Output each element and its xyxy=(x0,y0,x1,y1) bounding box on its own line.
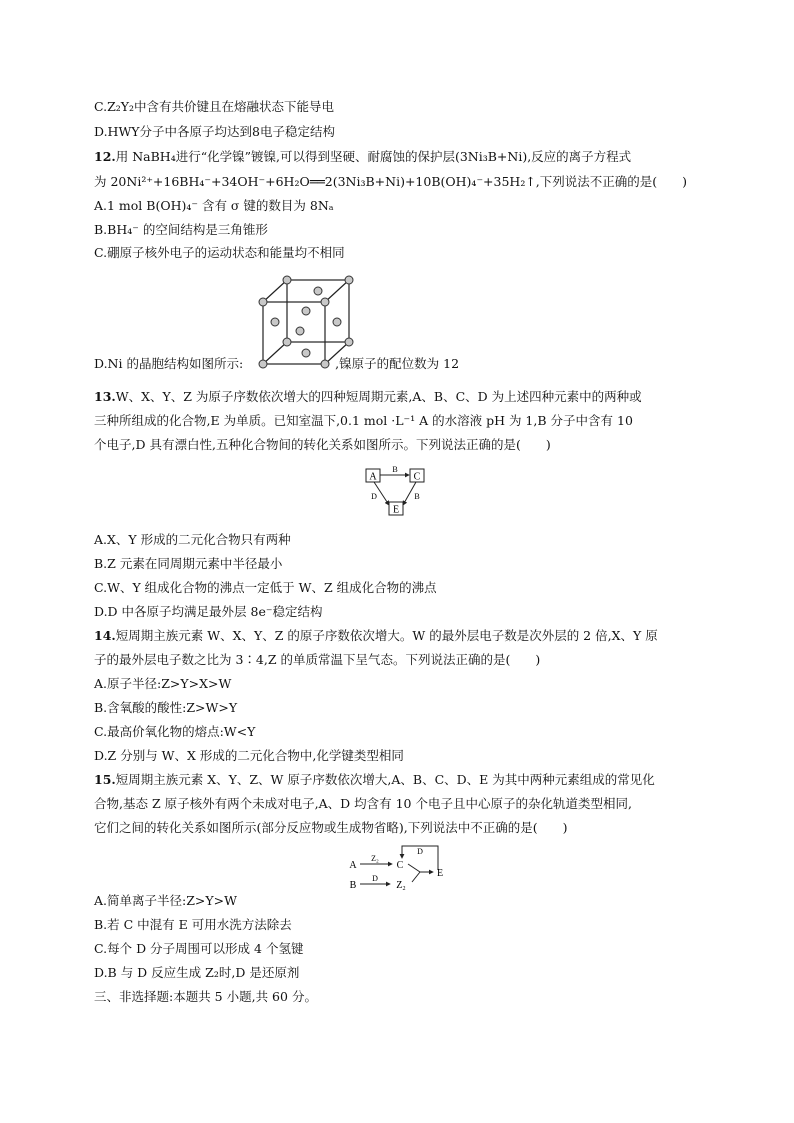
q12-stem-text-1: 用 NaBH₄进行“化学镍”镀镍,可以得到坚硬、耐腐蚀的保护层(3Ni₃B+Ni),反应的离子方程式 xyxy=(115,149,632,164)
q14-stem-line-2: 子的最外层电子数之比为 3∶4,Z 的单质常温下呈气态。下列说法正确的是( ) xyxy=(94,652,541,667)
q12-option-c: C.硼原子核外电子的运动状态和能量均不相同 xyxy=(94,245,345,260)
q15-stem-text-1: 短周期主族元素 X、Y、Z、W 原子序数依次增大,A、B、C、D、E 为其中两种元素组成的常见化 xyxy=(115,772,655,787)
q14-option-b: B.含氧酸的酸性:Z>W>Y xyxy=(94,700,238,715)
q12-option-b: B.BH₄⁻ 的空间结构是三角锥形 xyxy=(94,222,268,237)
q14-option-a: A.原子半径:Z>Y>X>W xyxy=(94,676,232,691)
q13-stem-line-3: 个电子,D 具有漂白性,五种化合物间的转化关系如图所示。下列说法正确的是( ) xyxy=(94,437,551,452)
q15-conversion-diagram xyxy=(340,842,450,892)
q13-number: 13. xyxy=(94,389,116,404)
q13-label-ce: B xyxy=(414,492,420,501)
q13-stem-text-1: W、X、Y、Z 为原子序数依次增大的四种短周期元素,A、B、C、D 为上述四种元素中的两种或 xyxy=(115,389,642,404)
q15-label-d-top: D xyxy=(417,847,423,856)
q15-number: 15. xyxy=(94,772,116,787)
q13-label-ac: B xyxy=(392,465,398,474)
q13-option-c: C.W、Y 组成化合物的沸点一定低于 W、Z 组成化合物的沸点 xyxy=(94,580,437,595)
q13-stem-line-2: 三种所组成的化合物,E 为单质。已知室温下,0.1 mol ·L⁻¹ A 的水溶液 pH 为 1,B 分子中含有 10 xyxy=(94,413,633,428)
q13-label-ae: D xyxy=(371,492,377,501)
q13-option-d: D.D 中各原子均满足最外层 8e⁻稳定结构 xyxy=(94,604,323,619)
q15-option-b: B.若 C 中混有 E 可用水洗方法除去 xyxy=(94,917,292,932)
q13-conversion-diagram xyxy=(362,464,436,520)
q15-option-d: D.B 与 D 反应生成 Z₂时,D 是还原剂 xyxy=(94,965,300,980)
q12-stem-line-2: 为 20Ni²⁺+16BH₄⁻+34OH⁻+6H₂O══2(3Ni₃B+Ni)+10B(OH)₄⁻+35H₂↑,下列说法不正确的是( ) xyxy=(94,174,688,189)
q15-node-b: B xyxy=(349,880,357,891)
q14-option-c: C.最高价氧化物的熔点:W<Y xyxy=(94,724,256,739)
q14-stem-text-1: 短周期主族元素 W、X、Y、Z 的原子序数依次增大。W 的最外层电子数是次外层的 2 倍,X、Y 原 xyxy=(115,628,658,643)
q13-node-e: E xyxy=(392,504,400,516)
q11-option-c: C.Z₂Y₂中含有共价键且在熔融状态下能导电 xyxy=(94,99,335,114)
q12-option-a: A.1 mol B(OH)₄⁻ 含有 σ 键的数目为 8Nₐ xyxy=(94,198,334,213)
q12-option-d xyxy=(94,356,459,372)
q15-node-z2: Z₂ xyxy=(396,880,406,891)
q12-option-d-post: ,镍原子的配位数为 12 xyxy=(335,356,460,371)
q15-label-d-bottom: D xyxy=(372,874,378,883)
q13-option-b: B.Z 元素在同周期元素中半径最小 xyxy=(94,556,283,571)
q15-option-a: A.简单离子半径:Z>Y>W xyxy=(94,893,237,908)
q12-number: 12. xyxy=(94,149,116,164)
q14-stem-line-1 xyxy=(94,628,658,644)
q12-stem-line-1 xyxy=(94,149,631,165)
q15-stem-line-1 xyxy=(94,772,655,788)
q15-label-z2: Z₂ xyxy=(371,854,379,863)
q13-stem-line-1 xyxy=(94,389,642,405)
q15-node-e: E xyxy=(436,868,444,879)
q15-stem-line-2: 合物,基态 Z 原子核外有两个未成对电子,A、D 均含有 10 个电子且中心原子的杂化轨道类型相同, xyxy=(94,796,632,811)
q13-option-a: A.X、Y 形成的二元化合物只有两种 xyxy=(94,532,291,547)
q13-node-c: C xyxy=(413,471,421,483)
q15-node-c: C xyxy=(396,860,404,871)
q15-option-c: C.每个 D 分子周围可以形成 4 个氢键 xyxy=(94,941,304,956)
q14-number: 14. xyxy=(94,628,116,643)
q12-option-d-pre: D.Ni 的晶胞结构如图所示: xyxy=(94,356,244,371)
section-3-heading: 三、非选择题:本题共 5 小题,共 60 分。 xyxy=(94,989,317,1004)
q11-option-d: D.HWY分子中各原子均达到8电子稳定结构 xyxy=(94,124,336,139)
q15-stem-line-3: 它们之间的转化关系如图所示(部分反应物或生成物省略),下列说法中不正确的是( ) xyxy=(94,820,568,835)
q15-node-a: A xyxy=(349,860,357,871)
q14-option-d: D.Z 分别与 W、X 形成的二元化合物中,化学键类型相同 xyxy=(94,748,404,763)
q13-node-a: A xyxy=(369,471,377,483)
